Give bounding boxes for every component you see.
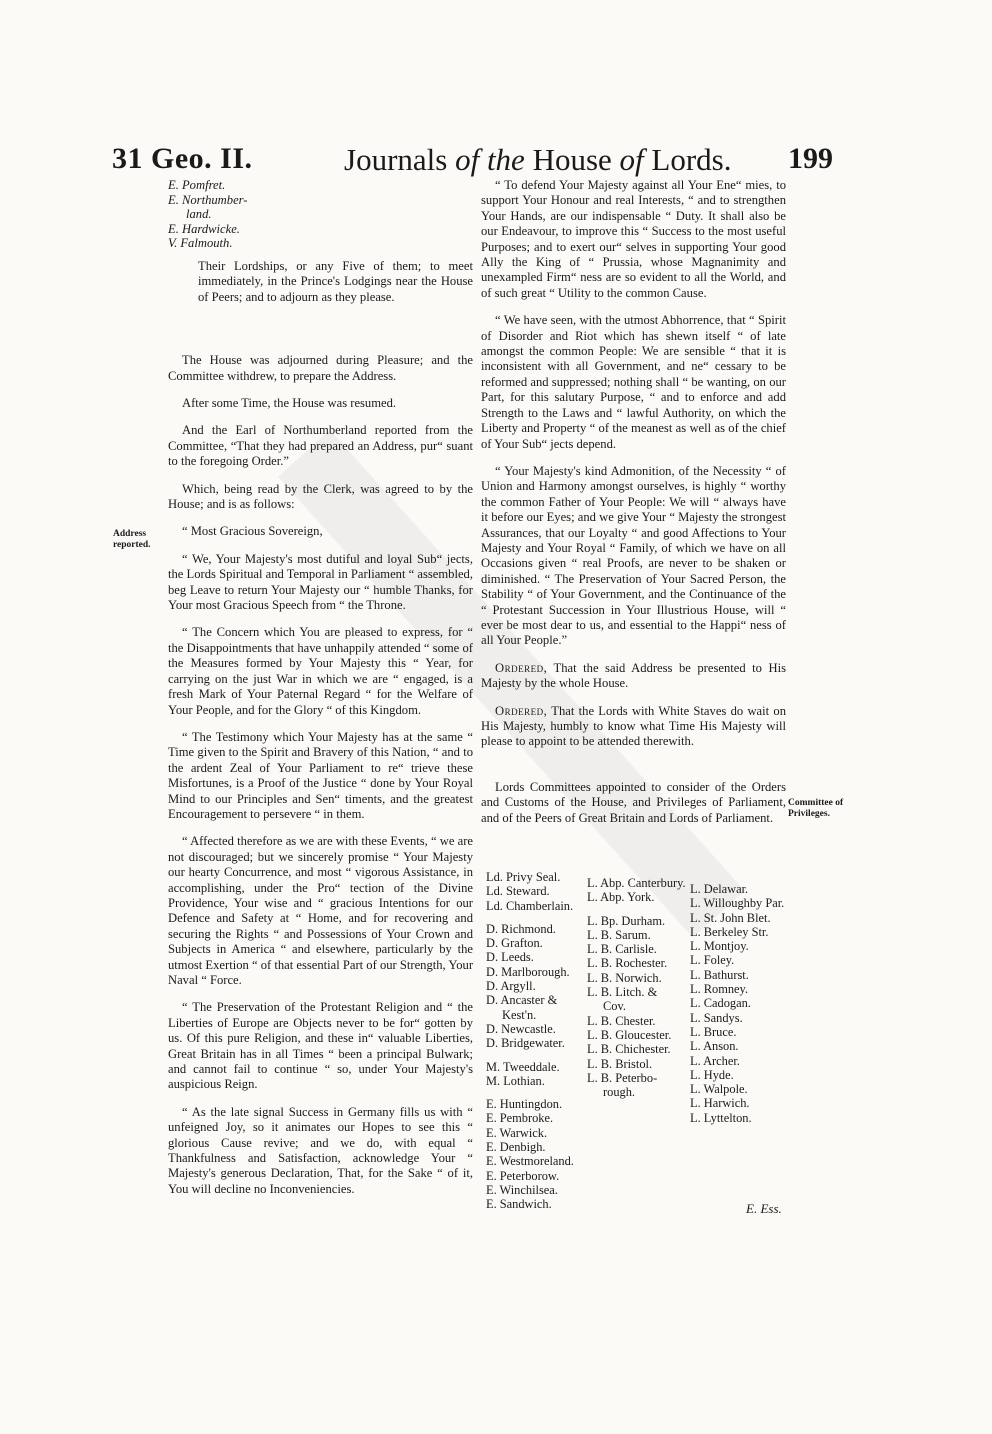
committee-column bbox=[486, 870, 584, 1212]
order-paragraph: Ordered, That the said Address be presented to His Majesty by the whole House. bbox=[481, 660, 786, 691]
committee-member: L. B. Sarum. bbox=[587, 927, 651, 942]
committee-member: D. Richmond. bbox=[486, 921, 556, 936]
committee-member: rough. bbox=[603, 1085, 636, 1100]
committee-member: E. Denbigh. bbox=[486, 1140, 546, 1155]
address-paragraph: “ The Concern which You are pleased to express, for “ the Disappointments that have unhappily attended “ some of the Measures formed by Your Majesty this “ Year, for carrying on the just War in which we are “ engaged, is a fresh Mark of Your Paternal Regard “ for the Welfare of Your People, and for the Glory “ of this Kingdom. bbox=[168, 625, 473, 717]
committee-member: L. Romney. bbox=[690, 982, 749, 997]
peer-list-top bbox=[168, 178, 473, 251]
list-gap bbox=[486, 1051, 584, 1060]
committee-member: L. Foley. bbox=[690, 953, 735, 968]
address-paragraph: “ Affected therefore as we are with these Events, “ we are not discouraged; but we sincerely promise “ Your Majesty our hearty Concurrence, and most “ vigorous Assistance, in accomplishing, under the Pro“ tection of the Divine Providence, Your wise and “ gracious Intentions for our Defence and Safety at “ Home, and for recovering and securing the Rights “ and Possessions of Your Crown and Subjects in America “ and elsewhere, particularly by the utmost Exertion “ of that essential Part of our Strength, Your Naval “ Force. bbox=[168, 834, 474, 987]
committee-member: M. Tweeddale. bbox=[486, 1059, 560, 1074]
committee-member: L. Anson. bbox=[690, 1039, 739, 1054]
address-paragraph: “ We have seen, with the utmost Abhorrence, that “ Spirit of Disorder and Riot which has shewn itself “ of late amongst the common People: We are sensible “ that it is inconsistent with all Government, and ne“ cessary to be reformed and suppressed; nothing shall “ be wanting, on our Part, for this salutary Purpose, “ and to enforce and add Strength to the Laws and “ lawful Authority, on which the Liberty and Property “ of the meanest as well as of the chief of Your Sub“ jects depend. bbox=[481, 313, 786, 451]
address-paragraph: “ As the late signal Success in Germany fills us with “ unfeigned Joy, so it animates our Hopes to see this “ glorious Cause revive; and we do, with equal “ Thankfulness and Satisfaction, acknowledge Your “ Majesty's generous Declaration, That, for the Sake “ of it, You will decline no Inconveniencies. bbox=[168, 1104, 473, 1196]
committee-member: M. Lothian. bbox=[486, 1073, 545, 1088]
committee-member: D. Ancaster & bbox=[486, 993, 558, 1008]
committee-member: L. Willoughby Par. bbox=[690, 896, 785, 911]
margin-note-address-reported: Address reported. bbox=[113, 529, 151, 550]
peer-item: E. Pomfret. bbox=[168, 178, 226, 192]
address-salutation: “ Most Gracious Sovereign, bbox=[182, 524, 323, 539]
committee-member: E. Huntingdon. bbox=[486, 1097, 563, 1112]
order-paragraph: Ordered, That the Lords with White Staves do wait on His Majesty, humbly to know what Time His Majesty will please to appoint to be attended therewith. bbox=[481, 703, 786, 749]
committee-member: L. B. Carlisle. bbox=[587, 942, 657, 957]
journal-title: Journals of the House of Lords. bbox=[344, 142, 732, 177]
address-paragraph: “ The Testimony which Your Majesty has at the same “ Time given to the Spirit and Bravery of this Nation, “ and to the ardent Zeal of Your Parliament to re“ trieve these Misfortunes, is a Proof of the Justice “ done by Your Royal Mind to our Principles and Sen“ timents, and the greatest Encouragement to persevere “ in them. bbox=[168, 729, 473, 821]
address-paragraph: “ We, Your Majesty's most dutiful and loyal Sub“ jects, the Lords Spiritual and Temporal in Parliament “ assembled, beg Leave to return Your Majesty our “ humble Thanks, for Your most Gracious Speech from “ the Throne. bbox=[168, 551, 473, 613]
committee-member: Ld. Chamberlain. bbox=[486, 898, 574, 913]
committee-member: L. Berkeley Str. bbox=[690, 924, 769, 939]
committee-member: L. B. Norwich. bbox=[587, 970, 662, 985]
committee-member: L. Hyde. bbox=[690, 1067, 734, 1082]
committee-column bbox=[587, 876, 687, 1099]
committee-member: L. Abp. York. bbox=[587, 890, 655, 905]
committee-member: L. Archer. bbox=[690, 1053, 740, 1068]
committee-member: D. Argyll. bbox=[486, 979, 536, 994]
committee-member: Kest'n. bbox=[502, 1007, 537, 1022]
committee-member: L. B. Gloucester. bbox=[587, 1027, 672, 1042]
committee-member: L. B. Rochester. bbox=[587, 956, 668, 971]
committee-member: L. Harwich. bbox=[690, 1096, 750, 1111]
peer-item: land. bbox=[186, 207, 212, 222]
committee-member: L. Bp. Durham. bbox=[587, 913, 666, 928]
page-number: 199 bbox=[788, 142, 833, 175]
committee-member: L. Delawar. bbox=[690, 882, 749, 896]
paragraph: The House was adjourned during Pleasure; and the Committee withdrew, to prepare the Address. bbox=[168, 353, 473, 383]
paragraph: And the Earl of Northumberland reported from the Committee, “That they had prepared an Address, pur“ suant to the foregoing Order.” bbox=[168, 423, 473, 469]
committee-member: Ld. Steward. bbox=[486, 884, 550, 899]
committee-member: L. B. Peterbo- bbox=[587, 1070, 658, 1085]
committee-member: Ld. Privy Seal. bbox=[486, 870, 561, 884]
right-column bbox=[481, 178, 786, 838]
committee-member: L. Walpole. bbox=[690, 1082, 748, 1097]
committee-list-temporal-high bbox=[486, 870, 584, 1212]
committee-member: E. Peterborow. bbox=[486, 1168, 560, 1183]
peer-item: E. Hardwicke. bbox=[168, 221, 240, 236]
paragraph: After some Time, the House was resumed. bbox=[182, 396, 397, 410]
committee-member: L. Cadogan. bbox=[690, 996, 751, 1011]
list-gap bbox=[486, 913, 584, 922]
committee-member: Cov. bbox=[603, 999, 626, 1014]
committee-member: L. B. Chichester. bbox=[587, 1042, 671, 1057]
committee-list-spiritual bbox=[587, 876, 687, 1099]
address-paragraph: “ The Preservation of the Protestant Religion and “ the Liberties of Europe are Objects never to be for“ gotten by us. Of this pure Religion, and these in“ valuable Liberties, Great Britain has in all Times “ been a principal Bulwark; and cannot fail to continue “ so, under Your Majesty's auspicious Reign. bbox=[168, 1000, 473, 1092]
committee-member: E. Sandwich. bbox=[486, 1197, 552, 1212]
catchword: E. Ess. bbox=[746, 1201, 782, 1216]
committee-member: L. B. Litch. & bbox=[587, 985, 658, 1000]
committee-member: D. Grafton. bbox=[486, 936, 543, 951]
committee-member: D. Leeds. bbox=[486, 950, 534, 965]
committee-member: L. St. John Blet. bbox=[690, 910, 771, 925]
peer-item: E. Northumber- bbox=[168, 192, 248, 207]
margin-note-committee-privileges: Committee of Privileges. bbox=[788, 798, 844, 819]
committee-member: D. Newcastle. bbox=[486, 1021, 556, 1036]
running-header bbox=[112, 138, 852, 180]
committee-member: L. Bathurst. bbox=[690, 967, 749, 982]
address-paragraph: “ Your Majesty's kind Admonition, of the Necessity “ of Union and Harmony amongst ourselves, is highly “ worthy the common Father of Your People: We will “ always have it before our Eyes; and we give Your “ Majesty the strongest Assurances, that our Loyalty “ and good Affections to Your Majesty and Your Royal “ Family, of which we have on all Occasions given “ real Proofs, are never to be shaken or diminished. “ The Preservation of Your Sacred Person, the Stability “ of Your Government, and the Continuance of the “ Protestant Succession in Your Illustrious House, will “ ever be most dear to us, and essential to the Happi“ ness of all Your People.” bbox=[481, 463, 786, 648]
committee-member: L. B. Bristol. bbox=[587, 1056, 653, 1071]
committee-member: L. Bruce. bbox=[690, 1024, 737, 1039]
committee-member: E. Westmoreland. bbox=[486, 1154, 574, 1169]
committee-member: L. B. Chester. bbox=[587, 1013, 656, 1028]
committee-member: E. Winchilsea. bbox=[486, 1182, 558, 1197]
committee-member: L. Sandys. bbox=[690, 1010, 743, 1025]
adjourn-note: Their Lordships, or any Five of them; to meet immediately, in the Prince's Lodgings near the House of Peers; and to adjourn as they please. bbox=[198, 258, 473, 304]
committee-member: L. Abp. Canterbury. bbox=[587, 876, 686, 890]
left-column bbox=[168, 178, 473, 1209]
committee-member: E. Warwick. bbox=[486, 1125, 548, 1140]
committee-member: L. Montjoy. bbox=[690, 939, 749, 954]
committee-column bbox=[690, 882, 790, 1125]
session-reference: 31 Geo. II. bbox=[112, 142, 253, 175]
paragraph: Which, being read by the Clerk, was agreed to by the House; and is as follows: bbox=[168, 481, 473, 512]
list-gap bbox=[587, 905, 687, 914]
list-gap bbox=[486, 1088, 584, 1097]
address-paragraph: “ To defend Your Majesty against all Your Ene“ mies, to support Your Honour and real Interests, “ and to strengthen Your Hands, are our indispensable “ Duty. It shall also be our Endeavour, to improve this “ Success to the most useful Purposes; and to exert our“ selves in supporting Your good Ally the King of “ Prussia, whose Magnanimity and unexampled Firm“ ness are so evident to all the World, and of such great “ Utility to the common Cause. bbox=[481, 178, 786, 300]
committee-member: E. Pembroke. bbox=[486, 1111, 554, 1126]
committees-heading: Lords Committees appointed to consider of the Orders and Customs of the House, and Privileges of Parliament, and of the Peers of Great Britain and Lords of Parliament. bbox=[481, 779, 786, 825]
committee-member: D. Bridgewater. bbox=[486, 1036, 565, 1051]
committee-list-barons bbox=[690, 882, 790, 1125]
committee-member: D. Marlborough. bbox=[486, 964, 570, 979]
peer-item: V. Falmouth. bbox=[168, 236, 233, 251]
committee-member: L. Lyttelton. bbox=[690, 1110, 752, 1125]
